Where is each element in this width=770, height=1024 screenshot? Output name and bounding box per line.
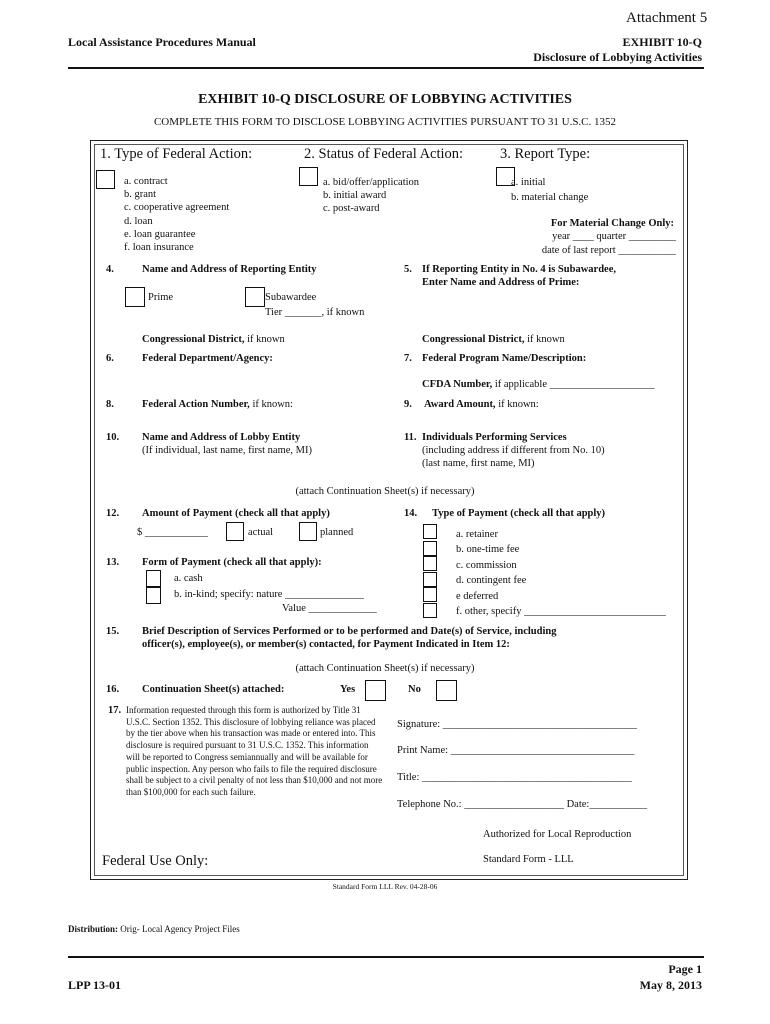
prime-entity-label-line2: Enter Name and Address of Prime: [422, 277, 580, 288]
tier-field[interactable]: Tier _______, if known [265, 307, 365, 318]
item-16-number: 16. [106, 684, 120, 695]
amount-of-payment-label: Amount of Payment (check all that apply) [142, 508, 330, 519]
item-6-number: 6. [106, 353, 114, 364]
commission-checkbox[interactable] [423, 556, 437, 571]
federal-department-label: Federal Department/Agency: [142, 353, 273, 364]
in-kind-label[interactable]: b. in-kind; specify: nature _______________ [174, 589, 364, 600]
prime-checkbox[interactable] [125, 287, 145, 307]
federal-action-status-box[interactable] [299, 167, 318, 186]
retainer-checkbox[interactable] [423, 524, 437, 539]
congressional-district-right-rest: if known [524, 334, 565, 345]
item-11-number: 11. [404, 432, 417, 443]
manual-title: Local Assistance Procedures Manual [68, 35, 256, 49]
individuals-sub1: (including address if different from No. 10) [422, 445, 605, 456]
individuals-sub2: (last name, first name, MI) [422, 458, 535, 469]
page-number: Page 1 [668, 962, 702, 976]
federal-action-number-bold: Federal Action Number, [142, 399, 250, 410]
print-name-field[interactable]: Print Name: ___________________________________ [397, 745, 635, 756]
report-type-options [511, 175, 588, 205]
actual-label: actual [248, 527, 274, 538]
prime-label: Prime [148, 292, 174, 303]
no-checkbox[interactable] [436, 680, 457, 701]
exhibit-label: EXHIBIT 10-Q [622, 35, 702, 49]
reporting-entity-label: Name and Address of Reporting Entity [142, 264, 317, 275]
material-change-title: For Material Change Only: [550, 218, 674, 229]
services-description-line1: Brief Description of Services Performed or to be performed and Date(s) of Service, including [142, 626, 557, 637]
planned-checkbox[interactable] [299, 522, 317, 541]
option-post-award: c. post-award [323, 203, 380, 215]
option-initial: a. initial [511, 177, 546, 188]
award-amount-rest: if known: [495, 399, 539, 410]
option-bid-offer-application: a. bid/offer/application [323, 177, 420, 188]
item-5-number: 5. [404, 264, 412, 275]
option-deferred: e deferred [456, 590, 499, 602]
cfda-bold: CFDA Number, [422, 379, 493, 390]
status-of-federal-action-heading: 2. Status of Federal Action: [304, 146, 464, 162]
one-time-fee-checkbox[interactable] [423, 541, 437, 556]
option-one-time-fee: b. one-time fee [456, 544, 520, 556]
yes-label: Yes [340, 684, 356, 695]
congressional-district-left-bold: Congressional District, [142, 334, 245, 345]
standard-form-label: Standard Form - LLL [483, 854, 574, 865]
item-12-number: 12. [106, 508, 120, 519]
distribution-line [68, 924, 240, 934]
federal-action-number-rest: if known: [249, 399, 293, 410]
attach-continuation-note-2: (attach Continuation Sheet(s) if necessary) [295, 663, 475, 674]
option-commission: c. commission [456, 559, 517, 571]
option-retainer: a. retainer [456, 529, 498, 540]
form-revision: Standard Form LLL Rev. 04-28-06 [332, 882, 438, 891]
subawardee-label: Subawardee [265, 292, 317, 303]
attach-continuation-note-1: (attach Continuation Sheet(s) if necessary) [295, 486, 475, 497]
header-rule [68, 67, 704, 69]
option-grant: b. grant [124, 189, 157, 201]
lobby-entity-label: Name and Address of Lobby Entity [142, 432, 301, 443]
option-material-change: b. material change [511, 192, 589, 203]
year-quarter-field[interactable]: year ____ quarter _________ [552, 231, 676, 242]
type-of-payment-label: Type of Payment (check all that apply) [432, 508, 606, 519]
federal-action-options [124, 175, 229, 254]
attachment-label: Attachment 5 [626, 10, 708, 26]
item-14-number: 14. [404, 508, 418, 519]
item-9-number: 9. [404, 399, 412, 410]
cfda-rest: if applicable ____________________ [492, 379, 655, 390]
distribution-text: Orig- Local Agency Project Files [118, 924, 240, 934]
planned-label: planned [320, 527, 354, 538]
prime-entity-label-line1: If Reporting Entity in No. 4 is Subawardee, [422, 264, 616, 275]
federal-action-number-label [142, 399, 293, 410]
federal-action-type-box[interactable] [96, 170, 115, 189]
option-initial-award: b. initial award [323, 190, 387, 202]
form-of-payment-label: Form of Payment (check all that apply): [142, 557, 322, 568]
item-4-number: 4. [106, 264, 114, 275]
lpp-number: LPP 13-01 [68, 978, 121, 992]
form-instruction: COMPLETE THIS FORM TO DISCLOSE LOBBYING ACTIVITIES PURSUANT TO 31 U.S.C. 1352 [153, 116, 617, 128]
federal-program-label: Federal Program Name/Description: [422, 353, 587, 364]
distribution-label: Distribution: [68, 924, 119, 934]
page-title: EXHIBIT 10-Q DISCLOSURE OF LOBBYING ACTIVITIES [198, 92, 572, 107]
actual-checkbox[interactable] [226, 522, 244, 541]
option-other-specify[interactable]: f. other, specify ___________________________ [456, 606, 666, 618]
continuation-sheets-label: Continuation Sheet(s) attached: [142, 684, 285, 695]
amount-field[interactable]: $ ____________ [137, 527, 208, 538]
item-8-number: 8. [106, 399, 114, 410]
individuals-performing-label: Individuals Performing Services [422, 432, 567, 443]
status-options [323, 176, 419, 216]
value-field[interactable]: Value _____________ [282, 603, 377, 614]
cfda-number-field[interactable] [422, 379, 655, 390]
date-last-report-field[interactable]: date of last report ___________ [541, 245, 676, 256]
services-description-line2: officer(s), employee(s), or member(s) contacted, for Payment Indicated in Item 12: [142, 639, 510, 650]
item-7-number: 7. [404, 353, 412, 364]
option-loan-insurance: f. loan insurance [124, 242, 194, 254]
option-contract: a. contract [124, 176, 168, 187]
subawardee-checkbox[interactable] [245, 287, 265, 307]
type-of-federal-action-heading: 1. Type of Federal Action: [100, 146, 253, 162]
option-loan-guarantee: e. loan guarantee [124, 228, 196, 240]
yes-checkbox[interactable] [365, 680, 386, 701]
other-checkbox[interactable] [423, 603, 437, 618]
item-10-number: 10. [106, 432, 120, 443]
title-field[interactable]: Title: ________________________________________ [397, 772, 632, 783]
lobby-entity-sub: (If individual, last name, first name, MI) [142, 445, 312, 456]
cash-label: a. cash [174, 573, 203, 584]
cash-checkbox[interactable] [146, 570, 161, 587]
in-kind-checkbox[interactable] [146, 587, 161, 604]
federal-use-only-label: Federal Use Only: [102, 853, 209, 869]
exhibit-subtitle: Disclosure of Lobbying Activities [533, 50, 702, 64]
congressional-district-left [142, 334, 285, 345]
option-cooperative-agreement: c. cooperative agreement [124, 202, 230, 214]
award-amount-label [424, 399, 539, 410]
telephone-date-field[interactable]: Telephone No.: ___________________ Date:___________ [397, 799, 648, 810]
legal-notice-text: Information requested through this form is authorized by Title 31 U.S.C. Section 1352. This disclosure of lobbying reliance was placed by the tier above when his transaction was made or entered into. This disclosure is required pursuant to 31 U.S.C. 1352. This information will be reported to Congress semiannually and will be available for public inspection. Any person who fails to file the required disclosure shall be subject to a civil penalty of not less than $10,000 and not more than $100,000 for each such failure. [126, 705, 383, 797]
deferred-checkbox[interactable] [423, 587, 437, 602]
type-of-payment-options [456, 527, 666, 619]
report-type-heading: 3. Report Type: [500, 146, 591, 162]
award-amount-bold: Award Amount, [424, 399, 496, 410]
option-contingent-fee: d. contingent fee [456, 575, 527, 587]
item-15-number: 15. [106, 626, 120, 637]
congressional-district-right-bold: Congressional District, [422, 334, 525, 345]
footer-date: May 8, 2013 [639, 978, 702, 992]
footer-rule [68, 956, 704, 958]
congressional-district-left-rest: if known [244, 334, 285, 345]
item-17-number: 17. [108, 705, 122, 716]
congressional-district-right [422, 334, 565, 345]
item-13-number: 13. [106, 557, 120, 568]
option-loan: d. loan [124, 215, 153, 227]
no-label: No [408, 684, 421, 695]
signature-field[interactable]: Signature: _____________________________________ [397, 719, 638, 730]
authorized-reproduction: Authorized for Local Reproduction [483, 829, 632, 840]
contingent-fee-checkbox[interactable] [423, 572, 437, 587]
